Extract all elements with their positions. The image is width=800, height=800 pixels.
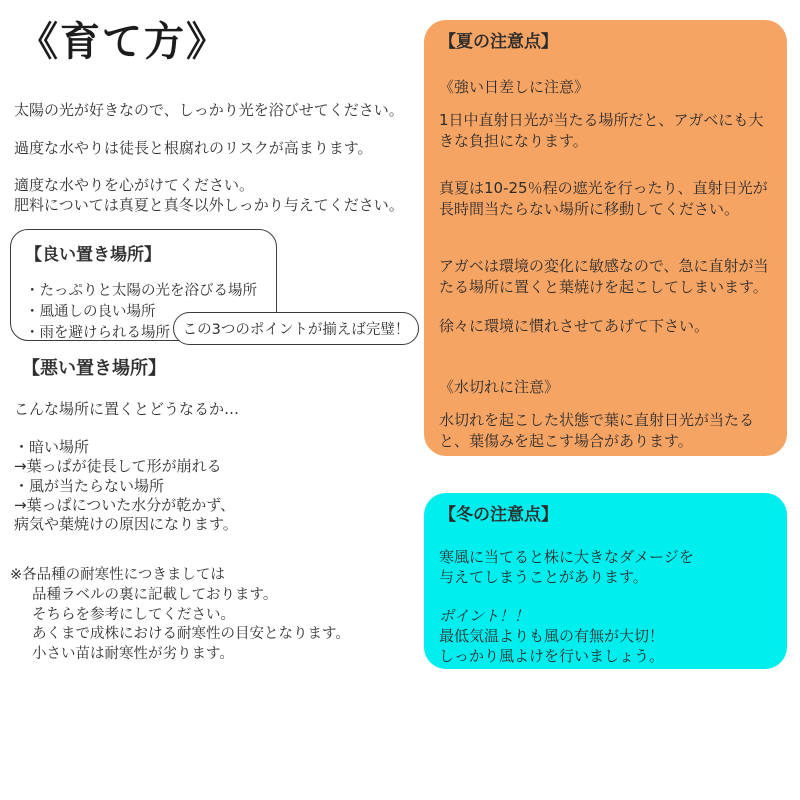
page-title: 《育て方》 xyxy=(18,19,228,65)
good-place-item: ・風通しの良い場所 xyxy=(25,304,156,320)
bad-place-heading: 【悪い置き場所】 xyxy=(22,358,166,379)
winter-heading: 【冬の注意点】 xyxy=(439,505,558,525)
intro-paragraph: 肥料については真夏と真冬以外しっかり与えてください。 xyxy=(14,196,404,214)
summer-water-heading: 《水切れに注意》 xyxy=(439,378,560,396)
summer-panel xyxy=(424,20,787,456)
bad-place-lead: こんな場所に置くとどうなるか… xyxy=(14,400,240,418)
bad-place-line: 病気や葉焼けの原因になります。 xyxy=(14,515,238,534)
good-place-item: ・たっぷりと太陽の光を浴びる場所 xyxy=(25,283,257,299)
bad-place-line: ・風が当たらない場所 xyxy=(14,476,165,495)
summer-heading: 【夏の注意点】 xyxy=(439,32,558,52)
winter-point-line: しっかり風よけを行いましょう。 xyxy=(439,647,665,665)
bad-place-line: →葉っぱについた水分が乾かず、 xyxy=(14,495,236,514)
intro-paragraph: 太陽の光が好きなので、しっかり光を浴びせてください。 xyxy=(14,101,404,119)
note-line: あくまで成株における耐寒性の目安となります。 xyxy=(32,626,350,643)
bad-place-line: ・暗い場所 xyxy=(14,438,90,456)
winter-paragraph xyxy=(439,547,772,587)
winter-point-line: 最低気温よりも風の有無が大切！ xyxy=(439,627,665,645)
winter-panel xyxy=(424,493,787,669)
intro-paragraph: 過度な水やりは徒長と根腐れのリスクが高まります。 xyxy=(14,139,373,157)
winter-line: 寒風に当てると株に大きなダメージを xyxy=(439,548,694,566)
intro-paragraph: 適度な水やりを心がけてください。 xyxy=(14,176,255,194)
summer-paragraph: 水切れを起こした状態で葉に直射日光が当たると、葉傷みを起こす場合があります。 xyxy=(439,411,755,450)
summer-sun-heading: 《強い日差しに注意》 xyxy=(439,78,590,96)
good-place-item: ・雨を避けられる場所 xyxy=(25,325,170,341)
winter-line: 与えてしまうことがあります。 xyxy=(439,568,648,586)
good-place-heading: 【良い置き場所】 xyxy=(25,245,161,265)
summer-paragraph: 徐々に環境に慣れさせてあげて下さい。 xyxy=(439,317,710,335)
summer-paragraph: 1日中直射日光が当たる場所だと、アガベにも大きな負担になります。 xyxy=(439,111,764,150)
winter-point-block xyxy=(439,606,772,666)
note-line: 品種ラベルの裏に記載しております。 xyxy=(32,586,278,603)
note-line: 小さい苗は耐寒性が劣ります。 xyxy=(32,646,234,663)
summer-paragraph: 真夏は10-25％程の遮光を行ったり、直射日光が長時間当たらない場所に移動してください。 xyxy=(439,179,768,218)
bad-place-list xyxy=(14,438,238,534)
bad-place-line: →葉っぱが徒長して形が崩れる xyxy=(14,457,222,476)
note-line: ※各品種の耐寒性につきましては xyxy=(10,567,225,583)
hardiness-note xyxy=(10,566,350,665)
note-line: そちらを参考にしてください。 xyxy=(32,606,235,623)
perfect-point-bubble: この3つのポイントが揃えば完璧！ xyxy=(173,312,419,345)
winter-point-label: ポイント！！ xyxy=(439,607,530,625)
summer-paragraph: アガベは環境の変化に敏感なので、急に直射が当たる場所に置くと葉焼けを起こしてしまいます。 xyxy=(439,257,769,296)
